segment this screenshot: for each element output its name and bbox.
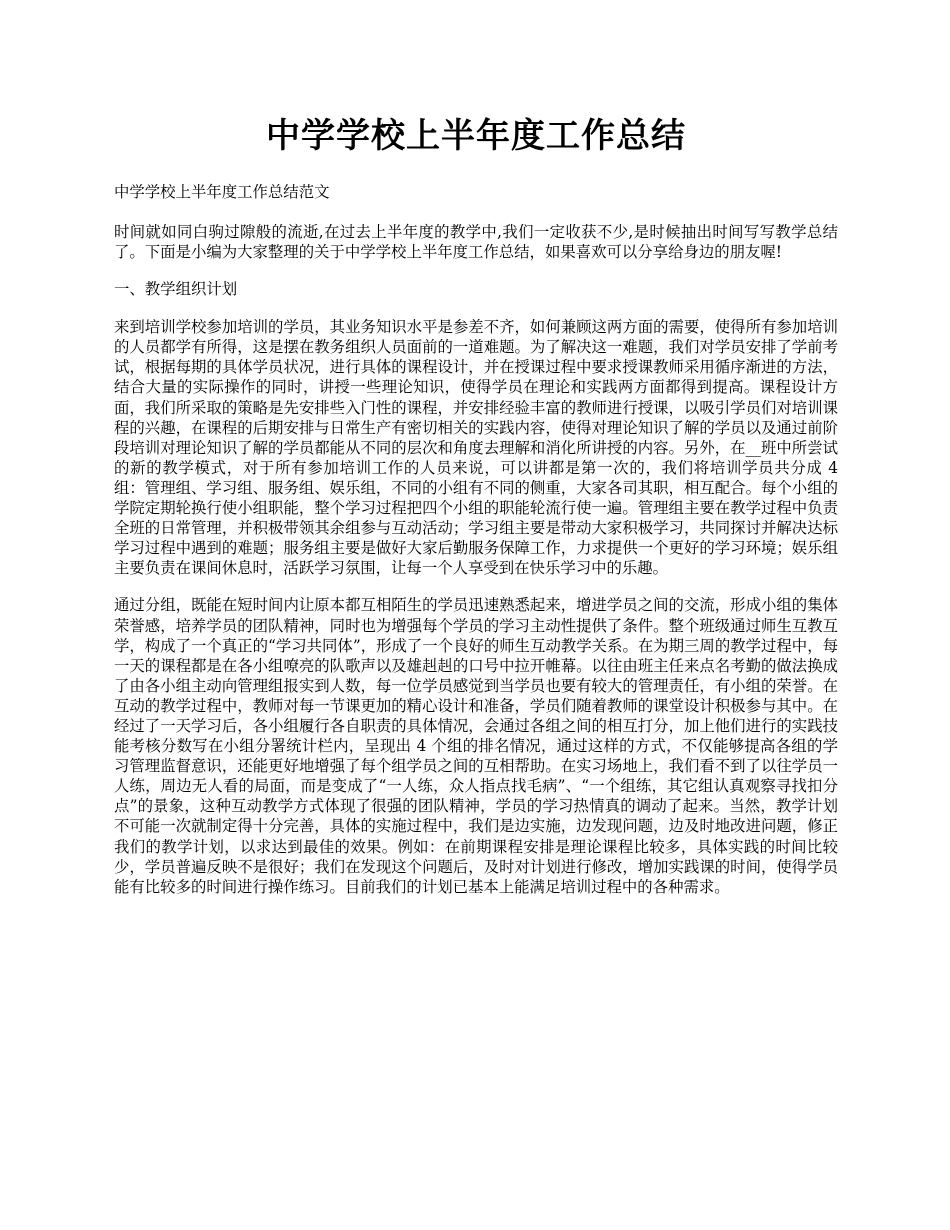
document-subtitle: 中学学校上半年度工作总结范文 — [114, 183, 330, 201]
document-page — [114, 112, 838, 914]
intro-paragraph: 时间就如同白驹过隙般的流逝,在过去上半年度的教学中,我们一定收获不少,是时候抽出时间写写教学总结了。下面是小编为大家整理的关于中学学校上半年度工作总结，如果喜欢可以分享给身边的朋友喔! — [114, 223, 838, 262]
document-title: 中学学校上半年度工作总结 — [266, 116, 686, 156]
section-heading-teaching-plan: 一、教学组织计划 — [114, 280, 238, 299]
body-paragraph-2: 通过分组，既能在短时间内让原本都互相陌生的学员迅速熟悉起来，增进学员之间的交流，形成小组的集体荣誉感，培养学员的团队精神，同时也为增强每个学员的学习主动性提供了条件。整个班级通过师生互教互学，构成了一个真正的“学习共同体”，形成了一个良好的师生互动教学关系。在为期三周的教学过程中，每一天的课程都是在各小组嘹亮的队歌声以及雄赳赳的口号中拉开帷幕。以往由班主任来点名考勤的做法换成了由各小组主动向管理组报实到人数，每一位学员感觉到当学员也要有较大的管理责任，有小组的荣誉。在互动的教学过程中，教师对每一节课更加的精心设计和准备，学员们随着教师的课堂设计积极参与其中。在经过了一天学习后，各小组履行各自职责的具体情况，会通过各组之间的相互打分，加上他们进行的实践技能考核分数写在小组分署统计栏内，呈现出 4 个组的排名情况，通过这样的方式，不仅能够提高各组的学习管理监督意识，还能更好地增强了每个组学员之间的互相帮助。在实习场地上，我们看不到了以往学员一人练，周边无人看的局面，而是变成了“一人练，众人指点找毛病”、“一个组练，其它组认真观察寻找扣分点”的景象，这种互动教学方式体现了很强的团队精神，学员的学习热情真的调动了起来。当然，教学计划不可能一次就制定得十分完善，具体的实施过程中，我们是边实施，边发现问题，边及时地改进问题，修正我们的教学计划，以求达到最佳的效果。例如：在前期课程安排是理论课程比较多，具体实践的时间比较少，学员普遍反映不是很好；我们在发现这个问题后，及时对计划进行修改，增加实践课的时间，使得学员能有比较多的时间进行操作练习。目前我们的计划已基本上能满足培训过程中的各种需求。 — [114, 596, 838, 896]
body-paragraph-1: 来到培训学校参加培训的学员，其业务知识水平是参差不齐，如何兼顾这两方面的需要，使得所有参加培训的人员都学有所得，这是摆在教务组织人员面前的一道难题。为了解决这一难题，我们对学员安排了学前考试，根据每期的具体学员状况，进行具体的课程设计，并在授课过程中要求授课教师采用循序渐进的方法，结合大量的实际操作的同时，讲授一些理论知识，使得学员在理论和实践两方面都得到提高。课程设计方面，我们所采取的策略是先安排些入门性的课程，并安排经验丰富的教师进行授课，以吸引学员们对培训课程的兴趣，在课程的后期安排与日常生产有密切相关的实践内容，使得对理论知识了解的学员以及通过前阶段培训对理论知识了解的学员都能从不同的层次和角度去理解和消化所讲授的内容。另外，在__班中所尝试的新的教学模式，对于所有参加培训工作的人员来说，可以讲都是第一次的，我们将培训学员共分成 4 组：管理组、学习组、服务组、娱乐组，不同的小组有不同的侧重，大家各司其职，相互配合。每个小组的学院定期轮换行使小组职能，整个学习过程把四个小组的职能轮流行使一遍。管理组主要在教学过程中负责全班的日常管理，并积极带领其余组参与互动活动；学习组主要是带动大家积极学习，共同探讨并解决达标学习过程中遇到的难题；服务组主要是做好大家后勤服务保障工作，力求提供一个更好的学习环境；娱乐组主要负责在课间休息时，活跃学习氛围，让每一个人享受到在快乐学习中的乐趣。 — [114, 318, 838, 578]
